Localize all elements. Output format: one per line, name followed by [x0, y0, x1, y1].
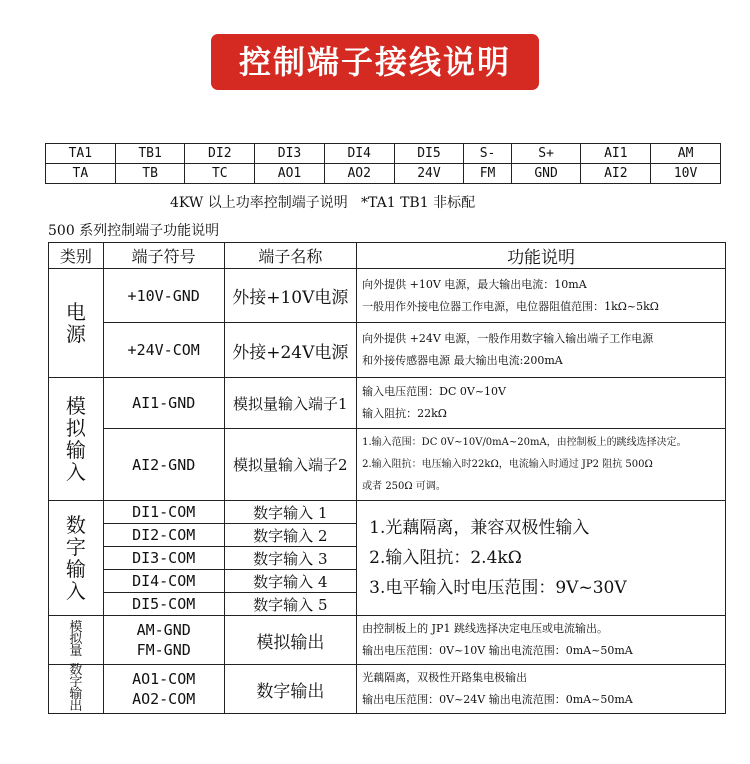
function-line: 输出电压范围：0V~24V 输出电流范围：0mA~50mA [362, 693, 633, 706]
terminal-symbol: DI2-COM [103, 524, 224, 547]
pin-row-top [46, 144, 721, 164]
terminal-name: 数字输入 5 [224, 593, 357, 616]
header-symbol: 端子符号 [103, 243, 224, 269]
terminal-name: 数字输入 1 [224, 501, 357, 524]
pin-cell: TA1 [46, 144, 116, 164]
terminal-symbol: +10V-GND [103, 269, 224, 323]
terminal-symbol: +24V-COM [103, 323, 224, 378]
function-line: 1.输入范围：DC 0V~10V/0mA~20mA，由控制板上的跳线选择决定。 [362, 436, 687, 448]
pin-cell: TA [46, 164, 116, 184]
terminal-name: 模拟量输入端子1 [224, 378, 357, 429]
pin-cell: DI4 [324, 144, 394, 164]
function-line: 3.电平输入时电压范围：9V~30V [369, 578, 627, 598]
terminal-name: 模拟量输入端子2 [224, 429, 357, 501]
page-title-banner: 控制端子接线说明 [211, 34, 539, 90]
function-line: 和外接传感器电源 最大输出电流:200mA [362, 354, 563, 367]
table-header-row [49, 243, 726, 269]
header-name: 端子名称 [224, 243, 357, 269]
function-line: 一般用作外接电位器工作电源，电位器阻值范围：1kΩ~5kΩ [362, 299, 659, 313]
terminal-symbols [103, 665, 224, 714]
pin-cell: DI5 [394, 144, 464, 164]
terminal-function [357, 501, 726, 616]
terminal-symbol: AM-GND [136, 621, 191, 639]
header-function: 功能说明 [357, 243, 726, 269]
pin-cell: TB [115, 164, 185, 184]
category-digital-output-label: 数 字 输 出 [69, 663, 83, 714]
category-analog-output [49, 616, 104, 665]
terminal-symbol: DI3-COM [103, 547, 224, 570]
terminal-function [357, 378, 726, 429]
section-subtitle: 500 系列控制端子功能说明 [48, 223, 220, 239]
pin-cell: AI2 [581, 164, 651, 184]
pin-cell: TB1 [115, 144, 185, 164]
terminal-symbol: DI4-COM [103, 570, 224, 593]
function-line: 2.输入阻抗：2.4kΩ [369, 548, 522, 568]
terminal-symbol: AO2-COM [132, 690, 196, 708]
pin-cell: AI1 [581, 144, 651, 164]
pin-table-note: 4KW 以上功率控制端子说明 *TA1 TB1 非标配 [170, 195, 476, 211]
pin-cell: S- [464, 144, 511, 164]
table-row [49, 616, 726, 665]
function-line: 2.输入阻抗：电压输入时22kΩ，电流输入时通过 JP2 阻抗 500Ω [362, 458, 653, 470]
pin-cell: TC [185, 164, 255, 184]
function-line: 由控制板上的 JP1 跳线选择决定电压或电流输出。 [362, 622, 608, 635]
terminal-name: 外接+10V电源 [224, 269, 357, 323]
category-digital-output [49, 665, 104, 714]
category-analog-input-label: 模 拟 输 入 [65, 394, 86, 484]
function-line: 输入电压范围：DC 0V~10V [362, 385, 506, 398]
category-digital-input [49, 501, 104, 616]
terminal-symbol: AO1-COM [132, 670, 196, 688]
pin-cell: AO2 [324, 164, 394, 184]
terminal-name: 数字输入 3 [224, 547, 357, 570]
category-digital-input-label: 数 字 输 入 [65, 513, 86, 603]
terminal-symbol: AI2-GND [103, 429, 224, 501]
terminal-symbols [103, 616, 224, 665]
pin-cell: 10V [651, 164, 721, 184]
terminal-function-table [48, 242, 726, 714]
table-row [49, 429, 726, 501]
terminal-name: 外接+24V电源 [224, 323, 357, 378]
terminal-function [357, 429, 726, 501]
header-category: 类别 [49, 243, 104, 269]
terminal-function [357, 616, 726, 665]
table-row [49, 378, 726, 429]
pin-layout-table [45, 143, 721, 184]
category-power [49, 269, 104, 378]
terminal-function [357, 323, 726, 378]
table-row [49, 269, 726, 323]
category-power-label: 电 源 [65, 300, 86, 346]
pin-cell: FM [464, 164, 511, 184]
function-line: 光藕隔离，双极性开路集电极输出 [362, 671, 528, 684]
terminal-function [357, 269, 726, 323]
terminal-symbol: DI1-COM [103, 501, 224, 524]
table-row [49, 665, 726, 714]
category-analog-output-label: 模 拟 量 [69, 620, 83, 659]
function-line: 1.光藕隔离，兼容双极性输入 [369, 518, 590, 538]
function-line: 输入阻抗：22kΩ [362, 407, 447, 420]
terminal-symbol: DI5-COM [103, 593, 224, 616]
function-line: 输出电压范围：0V~10V 输出电流范围：0mA~50mA [362, 644, 633, 657]
terminal-function [357, 665, 726, 714]
function-line: 向外提供 +10V 电源，最大输出电流：10mA [362, 277, 587, 291]
category-analog-input [49, 378, 104, 501]
terminal-symbol: FM-GND [136, 641, 191, 659]
table-row [49, 501, 726, 524]
pin-cell: AO1 [255, 164, 325, 184]
pin-cell: 24V [394, 164, 464, 184]
pin-cell: S+ [511, 144, 581, 164]
function-line: 或者 250Ω 可调。 [362, 480, 446, 492]
terminal-name: 模拟输出 [224, 616, 357, 665]
pin-cell: GND [511, 164, 581, 184]
pin-cell: DI2 [185, 144, 255, 164]
terminal-symbol: AI1-GND [103, 378, 224, 429]
terminal-name: 数字输入 4 [224, 570, 357, 593]
table-row [49, 323, 726, 378]
pin-row-bottom [46, 164, 721, 184]
pin-cell: DI3 [255, 144, 325, 164]
function-line: 向外提供 +24V 电源，一般作用数字输入输出端子工作电源 [362, 332, 654, 345]
terminal-name: 数字输入 2 [224, 524, 357, 547]
pin-cell: AM [651, 144, 721, 164]
terminal-name: 数字输出 [224, 665, 357, 714]
